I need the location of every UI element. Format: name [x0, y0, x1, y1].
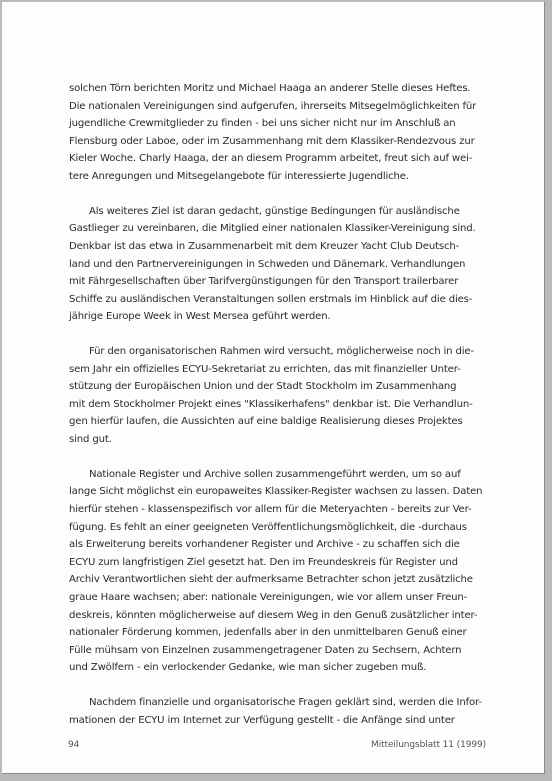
text-line: fügung. Es fehlt an einer geeigneten Veröffentlichungsmöglichkeit, die -durchaus: [69, 521, 467, 533]
text-line: tere Anregungen und Mitsegelangebote für interessierte Jugendliche.: [69, 170, 409, 182]
paragraph: [69, 694, 487, 729]
text-line: jährige Europe Week in West Mersea geführt werden.: [69, 311, 331, 323]
text-line: mationen der ECYU im Internet zur Verfügung gestellt - die Anfänge sind unter: [69, 714, 455, 726]
text-line: stützung der Europäischen Union und der Stadt Stockholm im Zusammenhang: [69, 381, 457, 393]
text-line: land und den Partnervereinigungen in Schweden und Dänemark. Verhandlungen: [69, 258, 466, 270]
text-line: Für den organisatorischen Rahmen wird versucht, möglicherweise noch in die-: [89, 346, 474, 358]
text-line: und Zwölfern - ein verlockender Gedanke, wie man sicher zugeben muß.: [69, 662, 427, 674]
text-line: Flensburg oder Laboe, oder im Zusammenhang mit dem Klassiker-Rendezvous zur: [69, 135, 475, 147]
page-number: 94: [68, 740, 80, 750]
text-line: Denkbar ist das etwa in Zusammenarbeit mit dem Kreuzer Yacht Club Deutsch-: [69, 240, 460, 252]
text-line: jugendliche Crewmitglieder zu finden - bei uns sicher nicht nur im Anschluß an: [69, 118, 456, 130]
text-line: als Erweiterung bereits vorhandener Register und Archive - zu schaffen sich die: [69, 539, 460, 551]
text-line: Nationale Register und Archive sollen zusammengeführt werden, um so auf: [89, 468, 461, 480]
text-line: deskreis, könnten möglicherweise auf diesem Weg in den Genuß zusätzlicher inter-: [69, 609, 478, 621]
text-line: sem Jahr ein offizielles ECYU-Sekretariat zu errichten, das mit finanzieller Unter-: [69, 363, 461, 375]
text-line: Die nationalen Vereinigungen sind aufgerufen, ihrerseits Mitsegelmöglichkeiten für: [69, 100, 477, 112]
text-line: mit Fährgesellschaften über Tarifvergünstigungen für den Transport trailerbarer: [69, 276, 459, 288]
text-line: Archiv Verantwortlichen sieht der aufmerksame Betrachter schon jetzt zusätzliche: [69, 574, 473, 586]
text-line: hierfür stehen - klassenspezifisch vor allem für die Meteryachten - bereits zur Ver-: [69, 504, 472, 516]
text-line: gen hierfür laufen, die Aussichten auf eine baldige Realisierung dieses Projektes: [69, 416, 463, 428]
text-line: ECYU zum langfristigen Ziel gesetzt hat. Den im Freundeskreis für Register und: [69, 556, 458, 568]
paragraph: [69, 343, 487, 449]
text-line: solchen Törn berichten Moritz und Michael Haaga an anderer Stelle dieses Heftes.: [69, 83, 471, 94]
paragraph: [69, 203, 487, 326]
text-line: Fülle mühsam von Einzelnen zusammengetragener Daten zu Sechsern, Achtern: [69, 644, 462, 656]
text-line: Schiffe zu ausländischen Veranstaltungen sollen erstmals im Hinblick auf die dies-: [69, 293, 473, 305]
text-line: lange Sicht möglichst ein europaweites Klassiker-Register wachsen zu lassen. Daten: [69, 486, 483, 498]
journal-reference: Mitteilungsblatt 11 (1999): [371, 740, 486, 750]
paragraph: [69, 80, 487, 186]
text-line: sind gut.: [69, 434, 112, 446]
text-line: Kieler Woche. Charly Haaga, der an diesem Programm arbeitet, freut sich auf wei-: [69, 153, 473, 165]
article-body: [69, 80, 487, 747]
text-line: nationaler Förderung kommen, jedenfalls aber in den unmittelbaren Genuß einer: [69, 627, 467, 639]
document-page: [2, 2, 545, 774]
text-line: Als weiteres Ziel ist daran gedacht, günstige Bedingungen für ausländische: [89, 205, 460, 217]
text-line: mit dem Stockholmer Projekt eines "Klassikerhafens" denkbar ist. Die Verhandlun-: [69, 398, 473, 410]
paragraph: [69, 466, 487, 677]
text-line: graue Haare wachsen; aber: nationale Vereinigungen, wie vor allem unser Freun-: [69, 592, 468, 603]
text-line: Gastlieger zu vereinbaren, die Mitglied einer nationalen Klassiker-Vereinigung sind.: [69, 223, 476, 235]
text-line: Nachdem finanzielle und organisatorische Fragen geklärt sind, werden die Infor-: [89, 697, 482, 709]
